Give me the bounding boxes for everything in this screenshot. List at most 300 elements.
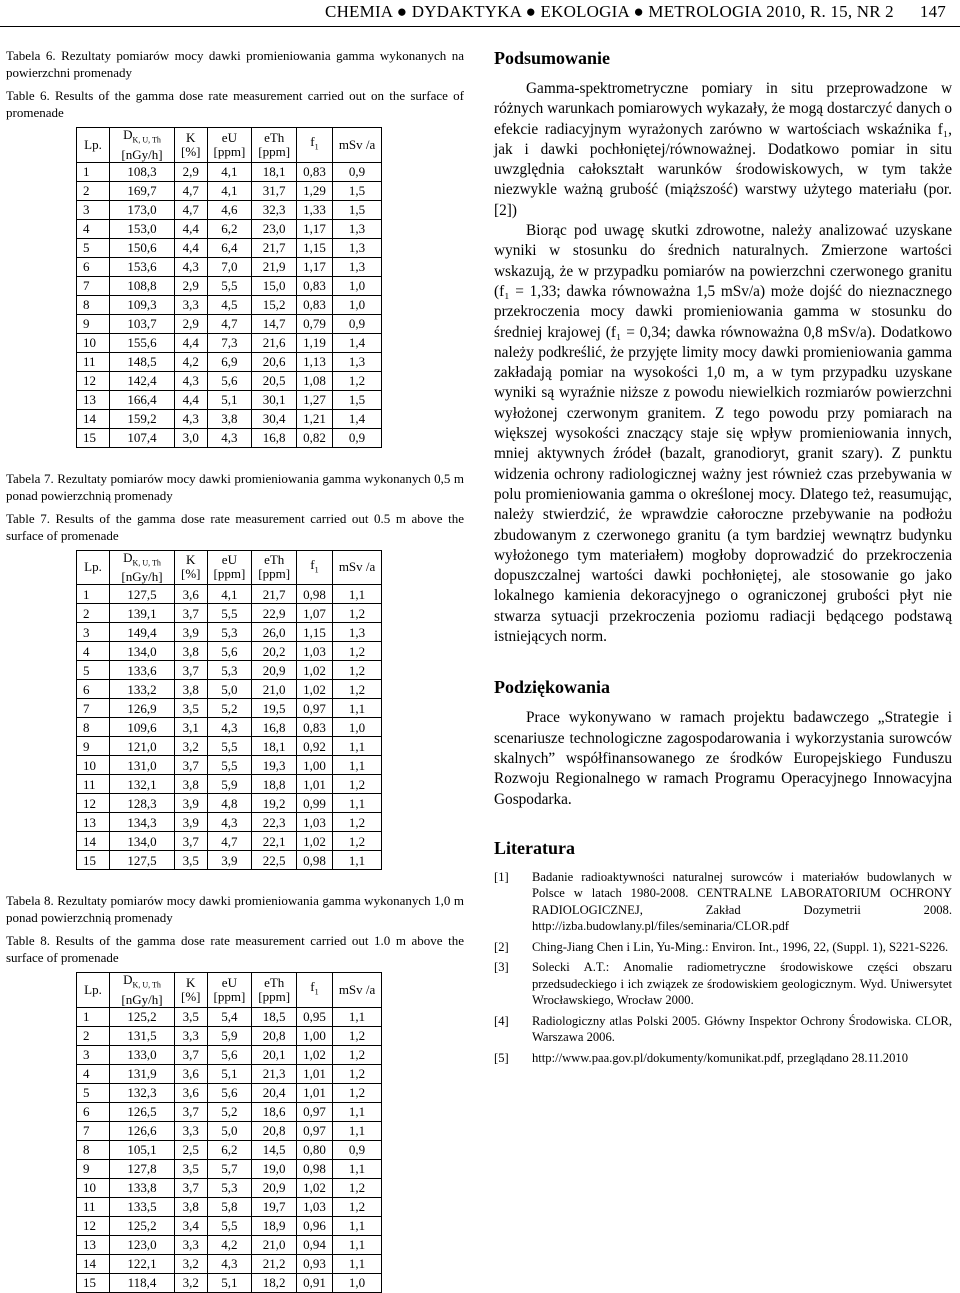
table-row <box>77 1007 382 1026</box>
cell-dose: 123,0 <box>110 1235 175 1254</box>
cell-dose: 128,3 <box>110 794 175 813</box>
cell-k: 4,4 <box>175 333 208 352</box>
literature-section <box>494 838 952 1067</box>
col-f1: $f_1$ <box>297 550 333 585</box>
col-eu: eU [ppm] <box>207 128 252 163</box>
cell-lp: 5 <box>77 1083 110 1102</box>
cell-dose: 107,4 <box>110 428 175 447</box>
reference-item: [5] http://www.paa.gov.pl/dokumenty/komunikat.pdf, przeglądano 28.11.2010 <box>494 1050 908 1065</box>
cell-eu: 5,5 <box>207 1216 252 1235</box>
acknowledgements-heading: Podziękowania <box>494 677 611 698</box>
cell-lp: 10 <box>77 1178 110 1197</box>
cell-eu: 5,3 <box>207 1178 252 1197</box>
table-row <box>77 238 382 257</box>
cell-lp: 3 <box>77 200 110 219</box>
cell-eth: 20,9 <box>252 1178 297 1197</box>
cell-dose: 153,6 <box>110 257 175 276</box>
col-dose: $D_{K, U, Th}$ [nGy/h] <box>110 550 175 585</box>
cell-k: 2,9 <box>175 162 208 181</box>
cell-eu: 6,2 <box>207 1140 252 1159</box>
cell-msv: 1,2 <box>332 371 381 390</box>
cell-f1: 0,92 <box>297 737 333 756</box>
cell-msv: 1,0 <box>332 718 381 737</box>
cell-k: 3,1 <box>175 718 208 737</box>
literature-heading: Literatura <box>494 837 575 858</box>
cell-eu: 4,8 <box>207 794 252 813</box>
col-k: K [%] <box>175 973 208 1008</box>
table-row <box>77 371 382 390</box>
cell-eu: 6,9 <box>207 352 252 371</box>
cell-f1: 1,13 <box>297 352 333 371</box>
cell-dose: 159,2 <box>110 409 175 428</box>
cell-lp: 11 <box>77 775 110 794</box>
cell-eth: 18,9 <box>252 1216 297 1235</box>
cell-dose: 132,3 <box>110 1083 175 1102</box>
cell-k: 3,6 <box>175 1064 208 1083</box>
cell-lp: 13 <box>77 813 110 832</box>
cell-lp: 2 <box>77 181 110 200</box>
cell-dose: 133,0 <box>110 1045 175 1064</box>
cell-eth: 19,0 <box>252 1159 297 1178</box>
table-row <box>77 851 382 870</box>
cell-f1: 1,19 <box>297 333 333 352</box>
table-row <box>77 162 382 181</box>
journal-title: CHEMIA ● DYDAKTYKA ● EKOLOGIA ● METROLOGIA 2010, R. 15, NR 2 <box>325 2 894 21</box>
cell-eth: 26,0 <box>252 623 297 642</box>
cell-f1: 0,94 <box>297 1235 333 1254</box>
cell-eth: 21,0 <box>252 1235 297 1254</box>
cell-msv: 0,9 <box>332 162 381 181</box>
cell-eth: 19,5 <box>252 699 297 718</box>
cell-eu: 5,5 <box>207 737 252 756</box>
cell-dose: 126,5 <box>110 1102 175 1121</box>
table-row <box>77 1178 382 1197</box>
cell-k: 3,9 <box>175 794 208 813</box>
cell-lp: 15 <box>77 428 110 447</box>
cell-eth: 20,8 <box>252 1121 297 1140</box>
cell-f1: 1,15 <box>297 623 333 642</box>
cell-dose: 148,5 <box>110 352 175 371</box>
table-row <box>77 737 382 756</box>
cell-k: 3,7 <box>175 661 208 680</box>
cell-k: 3,7 <box>175 604 208 623</box>
cell-lp: 3 <box>77 623 110 642</box>
cell-lp: 7 <box>77 276 110 295</box>
cell-eu: 4,3 <box>207 1254 252 1273</box>
cell-f1: 1,08 <box>297 371 333 390</box>
table-8-section <box>6 892 464 1293</box>
table-row <box>77 428 382 447</box>
cell-eth: 30,4 <box>252 409 297 428</box>
cell-eth: 32,3 <box>252 200 297 219</box>
cell-eu: 5,2 <box>207 699 252 718</box>
table-row <box>77 832 382 851</box>
cell-f1: 0,79 <box>297 314 333 333</box>
cell-lp: 3 <box>77 1045 110 1064</box>
cell-k: 3,5 <box>175 851 208 870</box>
cell-dose: 131,9 <box>110 1064 175 1083</box>
cell-lp: 7 <box>77 699 110 718</box>
cell-eth: 20,1 <box>252 1045 297 1064</box>
reference-item: [1] Badanie radioaktywności naturalnej surowców i materiałów budowlanych w Polsce w latach 1980-2008. CENTRALNE LABORATORIUM OCHRONY RADIOLOGICZNEJ, Zakład Dozymetrii 2008. http://izba.budowlany.pl/files/seminaria/CLOR.pdf <box>494 869 952 934</box>
cell-dose: 118,4 <box>110 1273 175 1292</box>
cell-lp: 11 <box>77 1197 110 1216</box>
cell-msv: 1,3 <box>332 257 381 276</box>
cell-dose: 133,2 <box>110 680 175 699</box>
col-f1: $f_1$ <box>297 128 333 163</box>
cell-dose: 134,0 <box>110 642 175 661</box>
table-row <box>77 295 382 314</box>
cell-lp: 1 <box>77 162 110 181</box>
cell-dose: 149,4 <box>110 623 175 642</box>
cell-eu: 5,7 <box>207 1159 252 1178</box>
table-row <box>77 276 382 295</box>
cell-dose: 103,7 <box>110 314 175 333</box>
reference-item: [4] Radiologiczny atlas Polski 2005. Główny Inspektor Ochrony Środowiska. CLOR, Warszawa 2006. <box>494 1013 952 1045</box>
cell-msv: 1,1 <box>332 1102 381 1121</box>
cell-eu: 5,6 <box>207 1083 252 1102</box>
cell-dose: 150,6 <box>110 238 175 257</box>
cell-f1: 0,97 <box>297 1121 333 1140</box>
cell-f1: 0,83 <box>297 295 333 314</box>
cell-eu: 5,4 <box>207 1007 252 1026</box>
cell-msv: 0,9 <box>332 428 381 447</box>
cell-eu: 6,4 <box>207 238 252 257</box>
cell-dose: 131,0 <box>110 756 175 775</box>
cell-dose: 133,6 <box>110 661 175 680</box>
cell-lp: 4 <box>77 1064 110 1083</box>
table-row <box>77 1140 382 1159</box>
cell-k: 3,8 <box>175 775 208 794</box>
cell-lp: 11 <box>77 352 110 371</box>
cell-f1: 1,02 <box>297 680 333 699</box>
cell-eu: 4,1 <box>207 181 252 200</box>
cell-f1: 1,00 <box>297 756 333 775</box>
cell-eu: 5,1 <box>207 390 252 409</box>
table-row <box>77 1083 382 1102</box>
cell-lp: 14 <box>77 1254 110 1273</box>
cell-k: 3,6 <box>175 1083 208 1102</box>
cell-eth: 21,0 <box>252 680 297 699</box>
cell-k: 4,3 <box>175 371 208 390</box>
col-eu: eU [ppm] <box>207 550 252 585</box>
col-dose: $D_{K, U, Th}$ [nGy/h] <box>110 973 175 1008</box>
cell-eth: 30,1 <box>252 390 297 409</box>
cell-lp: 9 <box>77 314 110 333</box>
reference-list <box>494 869 952 1067</box>
cell-eu: 5,2 <box>207 1102 252 1121</box>
cell-dose: 134,0 <box>110 832 175 851</box>
col-k: K [%] <box>175 550 208 585</box>
cell-lp: 5 <box>77 661 110 680</box>
table-row <box>77 1273 382 1292</box>
cell-eth: 20,4 <box>252 1083 297 1102</box>
cell-msv: 0,9 <box>332 1140 381 1159</box>
cell-msv: 1,1 <box>332 851 381 870</box>
cell-lp: 6 <box>77 1102 110 1121</box>
cell-k: 3,8 <box>175 680 208 699</box>
cell-msv: 1,1 <box>332 756 381 775</box>
table-row <box>77 1254 382 1273</box>
cell-msv: 1,2 <box>332 1064 381 1083</box>
cell-f1: 1,17 <box>297 257 333 276</box>
cell-dose: 108,3 <box>110 162 175 181</box>
cell-eu: 5,9 <box>207 775 252 794</box>
cell-k: 3,5 <box>175 699 208 718</box>
cell-dose: 134,3 <box>110 813 175 832</box>
cell-eu: 4,7 <box>207 832 252 851</box>
cell-k: 3,5 <box>175 1159 208 1178</box>
cell-k: 4,4 <box>175 219 208 238</box>
cell-k: 2,9 <box>175 314 208 333</box>
table-row <box>77 181 382 200</box>
cell-f1: 0,83 <box>297 162 333 181</box>
cell-lp: 15 <box>77 1273 110 1292</box>
cell-f1: 0,83 <box>297 276 333 295</box>
cell-eu: 4,2 <box>207 1235 252 1254</box>
cell-eth: 22,1 <box>252 832 297 851</box>
cell-lp: 13 <box>77 1235 110 1254</box>
cell-eth: 20,2 <box>252 642 297 661</box>
cell-k: 3,2 <box>175 1254 208 1273</box>
cell-eu: 3,9 <box>207 851 252 870</box>
cell-msv: 1,3 <box>332 219 381 238</box>
cell-eu: 6,2 <box>207 219 252 238</box>
cell-dose: 127,5 <box>110 585 175 604</box>
cell-eu: 4,7 <box>207 314 252 333</box>
cell-f1: 0,96 <box>297 1216 333 1235</box>
table-6-caption-pl: Tabela 6. Rezultaty pomiarów mocy dawki promieniowania gamma wykonanych na powierzchni promenady <box>6 48 464 80</box>
cell-f1: 1,29 <box>297 181 333 200</box>
cell-dose: 126,6 <box>110 1121 175 1140</box>
table-row <box>77 813 382 832</box>
cell-f1: 1,01 <box>297 1083 333 1102</box>
cell-lp: 8 <box>77 1140 110 1159</box>
cell-k: 3,0 <box>175 428 208 447</box>
header-rule <box>0 26 960 27</box>
cell-lp: 12 <box>77 794 110 813</box>
cell-eth: 14,7 <box>252 314 297 333</box>
cell-f1: 1,01 <box>297 1064 333 1083</box>
cell-f1: 1,17 <box>297 219 333 238</box>
table-row <box>77 623 382 642</box>
cell-dose: 125,2 <box>110 1007 175 1026</box>
col-msv: mSv /a <box>332 550 381 585</box>
table-row <box>77 200 382 219</box>
table-row <box>77 1159 382 1178</box>
cell-msv: 1,1 <box>332 1216 381 1235</box>
table-7-section <box>6 470 464 871</box>
table-row <box>77 718 382 737</box>
cell-eth: 18,6 <box>252 1102 297 1121</box>
summary-heading: Podsumowanie <box>494 48 611 68</box>
col-eu: eU [ppm] <box>207 973 252 1008</box>
cell-msv: 1,4 <box>332 333 381 352</box>
cell-dose: 131,5 <box>110 1026 175 1045</box>
table-row <box>77 756 382 775</box>
acknowledgements-section <box>494 677 952 809</box>
cell-eu: 7,0 <box>207 257 252 276</box>
cell-eth: 15,2 <box>252 295 297 314</box>
summary-section <box>494 48 952 647</box>
cell-eth: 18,2 <box>252 1273 297 1292</box>
cell-k: 3,7 <box>175 1102 208 1121</box>
cell-eu: 4,5 <box>207 295 252 314</box>
table-6-section <box>6 47 464 448</box>
cell-lp: 8 <box>77 295 110 314</box>
cell-f1: 1,02 <box>297 661 333 680</box>
table-row <box>77 1197 382 1216</box>
cell-lp: 8 <box>77 718 110 737</box>
table-row <box>77 1102 382 1121</box>
cell-msv: 1,0 <box>332 1273 381 1292</box>
cell-k: 3,2 <box>175 1273 208 1292</box>
cell-dose: 153,0 <box>110 219 175 238</box>
cell-msv: 1,2 <box>332 813 381 832</box>
cell-eu: 4,3 <box>207 428 252 447</box>
page-number: 147 <box>919 2 946 21</box>
cell-dose: 155,6 <box>110 333 175 352</box>
table-row <box>77 257 382 276</box>
cell-eth: 18,1 <box>252 162 297 181</box>
table-6-caption-en: Table 6. Results of the gamma dose rate measurement carried out on the surface of promenade <box>6 88 464 120</box>
cell-k: 3,8 <box>175 642 208 661</box>
cell-eth: 20,6 <box>252 352 297 371</box>
table-6 <box>76 127 382 448</box>
cell-f1: 0,82 <box>297 428 333 447</box>
cell-k: 3,7 <box>175 1045 208 1064</box>
cell-eu: 7,3 <box>207 333 252 352</box>
cell-eth: 23,0 <box>252 219 297 238</box>
cell-dose: 169,7 <box>110 181 175 200</box>
cell-lp: 5 <box>77 238 110 257</box>
cell-msv: 1,2 <box>332 604 381 623</box>
cell-k: 4,3 <box>175 257 208 276</box>
cell-k: 4,7 <box>175 181 208 200</box>
table-row <box>77 1045 382 1064</box>
cell-msv: 1,2 <box>332 1178 381 1197</box>
cell-dose: 122,1 <box>110 1254 175 1273</box>
cell-eth: 19,2 <box>252 794 297 813</box>
table-row <box>77 775 382 794</box>
cell-f1: 1,21 <box>297 409 333 428</box>
cell-k: 2,9 <box>175 276 208 295</box>
cell-eu: 5,5 <box>207 276 252 295</box>
col-lp: Lp. <box>77 128 110 163</box>
col-dose: $D_{K, U, Th}$ [nGy/h] <box>110 128 175 163</box>
cell-msv: 1,5 <box>332 200 381 219</box>
col-f1: $f_1$ <box>297 973 333 1008</box>
table-row <box>77 314 382 333</box>
cell-lp: 1 <box>77 585 110 604</box>
cell-f1: 0,95 <box>297 1007 333 1026</box>
cell-msv: 1,0 <box>332 276 381 295</box>
cell-k: 4,4 <box>175 390 208 409</box>
cell-f1: 1,02 <box>297 1178 333 1197</box>
table-row <box>77 661 382 680</box>
cell-dose: 166,4 <box>110 390 175 409</box>
col-lp: Lp. <box>77 973 110 1008</box>
cell-dose: 133,8 <box>110 1178 175 1197</box>
cell-lp: 7 <box>77 1121 110 1140</box>
cell-eu: 5,1 <box>207 1064 252 1083</box>
cell-k: 4,2 <box>175 352 208 371</box>
cell-msv: 1,2 <box>332 1045 381 1064</box>
cell-k: 3,5 <box>175 1007 208 1026</box>
cell-f1: 1,02 <box>297 832 333 851</box>
left-column <box>6 47 464 1293</box>
cell-msv: 1,2 <box>332 680 381 699</box>
table-row <box>77 642 382 661</box>
cell-eu: 5,6 <box>207 1045 252 1064</box>
table-8-caption-pl: Tabela 8. Rezultaty pomiarów mocy dawki promieniowania gamma wykonanych 1,0 m ponad powierzchnią promenady <box>6 893 464 926</box>
cell-eu: 5,6 <box>207 642 252 661</box>
cell-f1: 1,00 <box>297 1026 333 1045</box>
cell-msv: 1,1 <box>332 1007 381 1026</box>
cell-eth: 18,1 <box>252 737 297 756</box>
cell-f1: 1,03 <box>297 1197 333 1216</box>
cell-msv: 1,2 <box>332 1083 381 1102</box>
summary-paragraph-2: Biorąc pod uwagę skutki zdrowotne, należy analizować uzyskane wyniki w stosunku do średnich naturalnych. Zmierzone wartości wskazują, że w przypadku pomiarów na powierzchni czerwonego granitu (f₁ = 1,33; dawka równoważna 1,5 mSv/a) może dojść do nieznacznego przekroczenia mocy dawki promieniowania gamma w stosunku do średniej krajowej (f₁ = 0,34; dawka równoważna 0,8 mSv/a). Dodatkowo należy podkreślić, że przyjęte limity mocy dawki promieniowania gamma zakładają pomiar na wysokości 1,0 m, a w tym przypadku uzyskane wyniki są wyraźnie niższe z powodu niewielkich rozmiarów powierzchni wyłożonej czerwonym granitem. Z tego powodu przy pomiarach na większej wysokości znaczący staje się wpływ promieniowania innych, mniej aktywnych źródeł (bazalt, granodioryt, granit szary). Z punktu widzenia ochrony radiologicznej ważny jest również czas przebywania w polu promieniowania gamma o określonej mocy. Dlatego też, reasumując, należy stwierdzić, że wprawdzie całoroczne przebywanie na podłożu zbudowanym z czerwonego granitu (a tym bardziej wewnątrz budynku wyłożonego tym materiałem) mogłoby doprowadzić do przekroczenia dopuszczalnej wartości dawki pochłoniętej, ale stosowanie go jako lokalnego kamienia dekoracyjnego o ograniczonej grubości płyt nie stwarza sytuacji przekroczenia poziomu radiacji będącego podstawą istniejących norm. <box>494 222 952 646</box>
cell-f1: 0,91 <box>297 1273 333 1292</box>
cell-msv: 1,1 <box>332 699 381 718</box>
cell-k: 3,4 <box>175 1216 208 1235</box>
cell-eth: 16,8 <box>252 428 297 447</box>
table-8 <box>76 972 382 1293</box>
cell-msv: 1,2 <box>332 642 381 661</box>
cell-dose: 125,2 <box>110 1216 175 1235</box>
cell-k: 4,7 <box>175 200 208 219</box>
cell-dose: 109,3 <box>110 295 175 314</box>
cell-f1: 0,99 <box>297 794 333 813</box>
cell-msv: 1,1 <box>332 1235 381 1254</box>
table-row <box>77 699 382 718</box>
col-eth: eTh [ppm] <box>252 128 297 163</box>
cell-f1: 1,15 <box>297 238 333 257</box>
cell-dose: 126,9 <box>110 699 175 718</box>
cell-msv: 1,3 <box>332 238 381 257</box>
table-row <box>77 1235 382 1254</box>
table-7 <box>76 550 382 871</box>
cell-lp: 12 <box>77 1216 110 1235</box>
acknowledgements-paragraph: Prace wykonywano w ramach projektu badawczego „Strategie i scenariusze technologiczne zagospodarowania i wykorzystania surowców skalnych” współfinansowanego ze środków Europejskiego Funduszu Rozwoju Regionalnego w ramach Programu Operacyjnego Innowacyjna Gospodarka. <box>494 709 952 808</box>
table-row <box>77 409 382 428</box>
cell-msv: 1,0 <box>332 295 381 314</box>
table-7-caption-en: Table 7. Results of the gamma dose rate measurement carried out 0.5 m above the surface of promenade <box>6 510 464 543</box>
col-eth: eTh [ppm] <box>252 973 297 1008</box>
cell-f1: 0,98 <box>297 1159 333 1178</box>
cell-eth: 16,8 <box>252 718 297 737</box>
cell-eu: 5,0 <box>207 1121 252 1140</box>
cell-dose: 173,0 <box>110 200 175 219</box>
cell-k: 4,3 <box>175 409 208 428</box>
cell-k: 3,3 <box>175 1121 208 1140</box>
cell-eu: 5,1 <box>207 1273 252 1292</box>
cell-k: 3,3 <box>175 1235 208 1254</box>
table-row <box>77 1064 382 1083</box>
cell-msv: 1,4 <box>332 409 381 428</box>
cell-lp: 9 <box>77 1159 110 1178</box>
cell-eu: 3,8 <box>207 409 252 428</box>
cell-eu: 4,1 <box>207 585 252 604</box>
cell-f1: 0,83 <box>297 718 333 737</box>
cell-f1: 1,33 <box>297 200 333 219</box>
cell-eu: 5,0 <box>207 680 252 699</box>
col-eth: eTh [ppm] <box>252 550 297 585</box>
table-row <box>77 794 382 813</box>
table-row <box>77 1216 382 1235</box>
cell-k: 4,4 <box>175 238 208 257</box>
